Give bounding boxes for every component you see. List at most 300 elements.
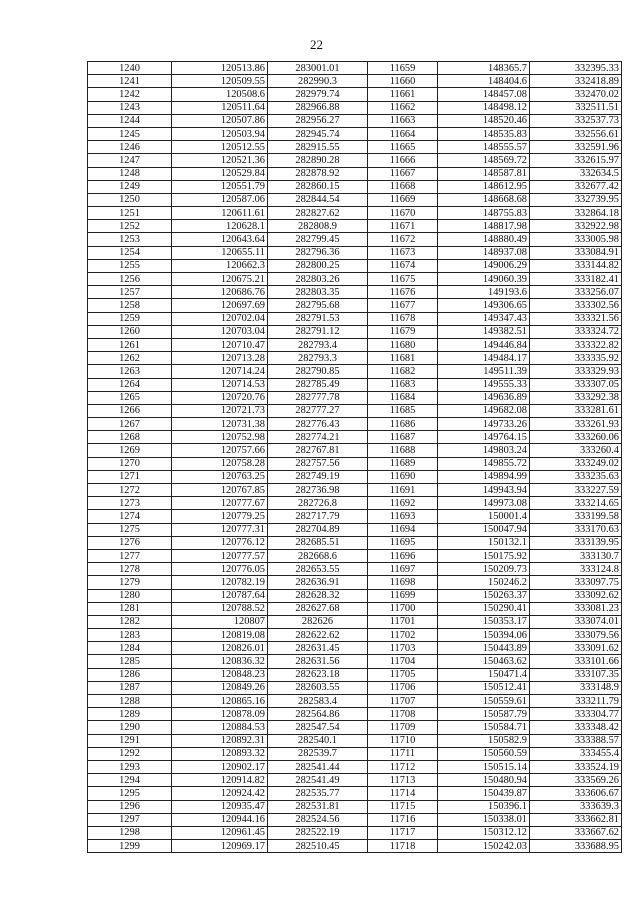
table-row xyxy=(88,668,622,681)
table-row xyxy=(88,167,622,180)
x-coordinate-left-cell: 120819.08 xyxy=(172,629,268,642)
y-coordinate-left-cell: 282799.45 xyxy=(268,233,368,246)
point-number-right-cell: 11707 xyxy=(368,695,438,708)
y-coordinate-left-cell: 282785.49 xyxy=(268,378,368,391)
y-coordinate-left-cell: 282791.12 xyxy=(268,325,368,338)
y-coordinate-left-cell: 282803.26 xyxy=(268,273,368,286)
y-coordinate-right-cell: 333107.35 xyxy=(530,668,622,681)
point-number-right-cell: 11679 xyxy=(368,325,438,338)
y-coordinate-left-cell: 282623.18 xyxy=(268,668,368,681)
y-coordinate-right-cell: 333005.98 xyxy=(530,233,622,246)
point-number-left-cell: 1252 xyxy=(88,220,172,233)
point-number-right-cell: 11668 xyxy=(368,180,438,193)
y-coordinate-left-cell: 282860.15 xyxy=(268,180,368,193)
y-coordinate-left-cell: 282915.55 xyxy=(268,141,368,154)
x-coordinate-right-cell: 150480.94 xyxy=(438,774,530,787)
point-number-right-cell: 11680 xyxy=(368,338,438,351)
point-number-right-cell: 11669 xyxy=(368,193,438,206)
table-body xyxy=(88,62,622,853)
table-row xyxy=(88,246,622,259)
y-coordinate-left-cell: 282776.43 xyxy=(268,418,368,431)
y-coordinate-left-cell: 282956.27 xyxy=(268,114,368,127)
x-coordinate-left-cell: 120884.53 xyxy=(172,721,268,734)
x-coordinate-right-cell: 148535.83 xyxy=(438,127,530,140)
x-coordinate-right-cell: 149682.08 xyxy=(438,404,530,417)
point-number-right-cell: 11708 xyxy=(368,708,438,721)
x-coordinate-left-cell: 120511.64 xyxy=(172,101,268,114)
x-coordinate-right-cell: 148365.7 xyxy=(438,62,530,75)
x-coordinate-right-cell: 149973.08 xyxy=(438,497,530,510)
point-number-right-cell: 11716 xyxy=(368,813,438,826)
y-coordinate-right-cell: 333292.38 xyxy=(530,391,622,404)
point-number-right-cell: 11689 xyxy=(368,457,438,470)
point-number-left-cell: 1293 xyxy=(88,760,172,773)
x-coordinate-left-cell: 120779.25 xyxy=(172,510,268,523)
x-coordinate-left-cell: 120702.04 xyxy=(172,312,268,325)
point-number-left-cell: 1262 xyxy=(88,352,172,365)
table-row xyxy=(88,220,622,233)
point-number-left-cell: 1299 xyxy=(88,840,172,853)
x-coordinate-right-cell: 150132.1 xyxy=(438,536,530,549)
y-coordinate-right-cell: 333662.81 xyxy=(530,813,622,826)
y-coordinate-right-cell: 332864.18 xyxy=(530,207,622,220)
x-coordinate-left-cell: 120752.98 xyxy=(172,431,268,444)
x-coordinate-right-cell: 149555.33 xyxy=(438,378,530,391)
y-coordinate-right-cell: 332634.5 xyxy=(530,167,622,180)
point-number-right-cell: 11671 xyxy=(368,220,438,233)
table-row xyxy=(88,404,622,417)
x-coordinate-right-cell: 150560.59 xyxy=(438,747,530,760)
y-coordinate-right-cell: 332615.97 xyxy=(530,154,622,167)
x-coordinate-right-cell: 149894.99 xyxy=(438,470,530,483)
x-coordinate-left-cell: 120848.23 xyxy=(172,668,268,681)
point-number-left-cell: 1254 xyxy=(88,246,172,259)
x-coordinate-left-cell: 120697.69 xyxy=(172,299,268,312)
x-coordinate-right-cell: 149306.65 xyxy=(438,299,530,312)
x-coordinate-right-cell: 149382.51 xyxy=(438,325,530,338)
point-number-right-cell: 11673 xyxy=(368,246,438,259)
point-number-left-cell: 1297 xyxy=(88,813,172,826)
y-coordinate-left-cell: 282979.74 xyxy=(268,88,368,101)
y-coordinate-left-cell: 282717.79 xyxy=(268,510,368,523)
y-coordinate-left-cell: 282583.4 xyxy=(268,695,368,708)
x-coordinate-left-cell: 120713.28 xyxy=(172,352,268,365)
point-number-left-cell: 1282 xyxy=(88,615,172,628)
y-coordinate-left-cell: 283001.01 xyxy=(268,62,368,75)
table-row xyxy=(88,233,622,246)
x-coordinate-right-cell: 149511.39 xyxy=(438,365,530,378)
point-number-left-cell: 1284 xyxy=(88,642,172,655)
point-number-left-cell: 1266 xyxy=(88,404,172,417)
point-number-right-cell: 11675 xyxy=(368,273,438,286)
x-coordinate-left-cell: 120611.61 xyxy=(172,207,268,220)
y-coordinate-right-cell: 333321.56 xyxy=(530,312,622,325)
table-row xyxy=(88,470,622,483)
table-row xyxy=(88,101,622,114)
x-coordinate-right-cell: 149060.39 xyxy=(438,273,530,286)
y-coordinate-right-cell: 333091.62 xyxy=(530,642,622,655)
x-coordinate-right-cell: 149347.43 xyxy=(438,312,530,325)
x-coordinate-right-cell: 149006.29 xyxy=(438,259,530,272)
point-number-left-cell: 1251 xyxy=(88,207,172,220)
x-coordinate-right-cell: 148404.6 xyxy=(438,75,530,88)
y-coordinate-right-cell: 333227.59 xyxy=(530,484,622,497)
y-coordinate-right-cell: 333097.75 xyxy=(530,576,622,589)
point-number-right-cell: 11715 xyxy=(368,800,438,813)
point-number-right-cell: 11711 xyxy=(368,747,438,760)
y-coordinate-left-cell: 282790.85 xyxy=(268,365,368,378)
point-number-right-cell: 11697 xyxy=(368,563,438,576)
table-row xyxy=(88,431,622,444)
y-coordinate-left-cell: 282945.74 xyxy=(268,127,368,140)
x-coordinate-right-cell: 150582.9 xyxy=(438,734,530,747)
point-number-right-cell: 11683 xyxy=(368,378,438,391)
x-coordinate-right-cell: 150559.61 xyxy=(438,695,530,708)
x-coordinate-right-cell: 148520.46 xyxy=(438,114,530,127)
y-coordinate-right-cell: 333081.23 xyxy=(530,602,622,615)
point-number-left-cell: 1267 xyxy=(88,418,172,431)
y-coordinate-right-cell: 333304.77 xyxy=(530,708,622,721)
point-number-left-cell: 1264 xyxy=(88,378,172,391)
y-coordinate-left-cell: 282791.53 xyxy=(268,312,368,325)
y-coordinate-left-cell: 282777.78 xyxy=(268,391,368,404)
table-row xyxy=(88,708,622,721)
point-number-left-cell: 1277 xyxy=(88,549,172,562)
point-number-left-cell: 1244 xyxy=(88,114,172,127)
x-coordinate-left-cell: 120902.17 xyxy=(172,760,268,773)
x-coordinate-left-cell: 120807 xyxy=(172,615,268,628)
point-number-right-cell: 11705 xyxy=(368,668,438,681)
point-number-right-cell: 11686 xyxy=(368,418,438,431)
point-number-right-cell: 11703 xyxy=(368,642,438,655)
table-row xyxy=(88,180,622,193)
point-number-left-cell: 1258 xyxy=(88,299,172,312)
point-number-left-cell: 1255 xyxy=(88,259,172,272)
y-coordinate-right-cell: 333170.63 xyxy=(530,523,622,536)
point-number-left-cell: 1257 xyxy=(88,286,172,299)
table-row xyxy=(88,655,622,668)
x-coordinate-left-cell: 120763.25 xyxy=(172,470,268,483)
y-coordinate-left-cell: 282685.51 xyxy=(268,536,368,549)
point-number-right-cell: 11694 xyxy=(368,523,438,536)
table-row xyxy=(88,642,622,655)
table-row xyxy=(88,154,622,167)
y-coordinate-right-cell: 333092.62 xyxy=(530,589,622,602)
x-coordinate-right-cell: 150209.73 xyxy=(438,563,530,576)
point-number-right-cell: 11670 xyxy=(368,207,438,220)
x-coordinate-right-cell: 148880.49 xyxy=(438,233,530,246)
point-number-left-cell: 1256 xyxy=(88,273,172,286)
y-coordinate-left-cell: 282827.62 xyxy=(268,207,368,220)
x-coordinate-right-cell: 150312.12 xyxy=(438,826,530,839)
y-coordinate-left-cell: 282535.77 xyxy=(268,787,368,800)
table-row xyxy=(88,497,622,510)
x-coordinate-left-cell: 120865.16 xyxy=(172,695,268,708)
y-coordinate-right-cell: 333302.56 xyxy=(530,299,622,312)
point-number-left-cell: 1241 xyxy=(88,75,172,88)
x-coordinate-right-cell: 149943.94 xyxy=(438,484,530,497)
table-row xyxy=(88,193,622,206)
y-coordinate-left-cell: 282627.68 xyxy=(268,602,368,615)
table-row xyxy=(88,365,622,378)
x-coordinate-right-cell: 150515.14 xyxy=(438,760,530,773)
table-row xyxy=(88,681,622,694)
y-coordinate-right-cell: 333261.93 xyxy=(530,418,622,431)
point-number-left-cell: 1287 xyxy=(88,681,172,694)
y-coordinate-left-cell: 282793.3 xyxy=(268,352,368,365)
x-coordinate-left-cell: 120655.11 xyxy=(172,246,268,259)
point-number-left-cell: 1288 xyxy=(88,695,172,708)
point-number-right-cell: 11698 xyxy=(368,576,438,589)
y-coordinate-right-cell: 332418.89 xyxy=(530,75,622,88)
y-coordinate-left-cell: 282990.3 xyxy=(268,75,368,88)
y-coordinate-right-cell: 333524.19 xyxy=(530,760,622,773)
point-number-left-cell: 1298 xyxy=(88,826,172,839)
point-number-left-cell: 1276 xyxy=(88,536,172,549)
table-row xyxy=(88,299,622,312)
point-number-right-cell: 11704 xyxy=(368,655,438,668)
point-number-left-cell: 1285 xyxy=(88,655,172,668)
x-coordinate-right-cell: 150443.89 xyxy=(438,642,530,655)
x-coordinate-left-cell: 120720.76 xyxy=(172,391,268,404)
y-coordinate-right-cell: 333214.65 xyxy=(530,497,622,510)
point-number-left-cell: 1283 xyxy=(88,629,172,642)
x-coordinate-right-cell: 150047.94 xyxy=(438,523,530,536)
point-number-left-cell: 1270 xyxy=(88,457,172,470)
x-coordinate-right-cell: 150396.1 xyxy=(438,800,530,813)
point-number-right-cell: 11681 xyxy=(368,352,438,365)
table-row xyxy=(88,127,622,140)
y-coordinate-right-cell: 333260.06 xyxy=(530,431,622,444)
point-number-left-cell: 1245 xyxy=(88,127,172,140)
table-row xyxy=(88,721,622,734)
point-number-left-cell: 1249 xyxy=(88,180,172,193)
y-coordinate-right-cell: 333329.93 xyxy=(530,365,622,378)
x-coordinate-left-cell: 120507.86 xyxy=(172,114,268,127)
point-number-left-cell: 1274 xyxy=(88,510,172,523)
x-coordinate-left-cell: 120961.45 xyxy=(172,826,268,839)
table-row xyxy=(88,114,622,127)
x-coordinate-right-cell: 150246.2 xyxy=(438,576,530,589)
y-coordinate-right-cell: 333667.62 xyxy=(530,826,622,839)
x-coordinate-right-cell: 149733.26 xyxy=(438,418,530,431)
table-row xyxy=(88,141,622,154)
point-number-left-cell: 1295 xyxy=(88,787,172,800)
table-row xyxy=(88,457,622,470)
table-row xyxy=(88,826,622,839)
y-coordinate-left-cell: 282793.4 xyxy=(268,338,368,351)
point-number-right-cell: 11714 xyxy=(368,787,438,800)
table-row xyxy=(88,75,622,88)
y-coordinate-left-cell: 282531.81 xyxy=(268,800,368,813)
y-coordinate-left-cell: 282890.28 xyxy=(268,154,368,167)
point-number-right-cell: 11665 xyxy=(368,141,438,154)
y-coordinate-right-cell: 333130.7 xyxy=(530,549,622,562)
table-row xyxy=(88,510,622,523)
x-coordinate-left-cell: 120914.82 xyxy=(172,774,268,787)
y-coordinate-right-cell: 332739.95 xyxy=(530,193,622,206)
table-row xyxy=(88,378,622,391)
x-coordinate-right-cell: 150175.92 xyxy=(438,549,530,562)
x-coordinate-right-cell: 150290.41 xyxy=(438,602,530,615)
point-number-right-cell: 11674 xyxy=(368,259,438,272)
y-coordinate-right-cell: 333084.91 xyxy=(530,246,622,259)
y-coordinate-right-cell: 332591.96 xyxy=(530,141,622,154)
point-number-left-cell: 1292 xyxy=(88,747,172,760)
x-coordinate-left-cell: 120777.31 xyxy=(172,523,268,536)
point-number-left-cell: 1291 xyxy=(88,734,172,747)
table-row xyxy=(88,602,622,615)
x-coordinate-left-cell: 120503.94 xyxy=(172,127,268,140)
x-coordinate-left-cell: 120836.32 xyxy=(172,655,268,668)
x-coordinate-left-cell: 120849.26 xyxy=(172,681,268,694)
point-number-right-cell: 11718 xyxy=(368,840,438,853)
y-coordinate-left-cell: 282631.56 xyxy=(268,655,368,668)
point-number-right-cell: 11700 xyxy=(368,602,438,615)
y-coordinate-left-cell: 282844.54 xyxy=(268,193,368,206)
page-number: 22 xyxy=(310,37,323,52)
table-row xyxy=(88,576,622,589)
y-coordinate-left-cell: 282774.21 xyxy=(268,431,368,444)
point-number-right-cell: 11662 xyxy=(368,101,438,114)
y-coordinate-right-cell: 333144.82 xyxy=(530,259,622,272)
y-coordinate-left-cell: 282736.98 xyxy=(268,484,368,497)
table-row xyxy=(88,589,622,602)
y-coordinate-right-cell: 333182.41 xyxy=(530,273,622,286)
x-coordinate-right-cell: 150001.4 xyxy=(438,510,530,523)
point-number-left-cell: 1278 xyxy=(88,563,172,576)
point-number-left-cell: 1246 xyxy=(88,141,172,154)
point-number-right-cell: 11706 xyxy=(368,681,438,694)
table-row xyxy=(88,273,622,286)
table-row xyxy=(88,312,622,325)
x-coordinate-right-cell: 150512.41 xyxy=(438,681,530,694)
point-number-left-cell: 1272 xyxy=(88,484,172,497)
table-row xyxy=(88,787,622,800)
x-coordinate-left-cell: 120675.21 xyxy=(172,273,268,286)
x-coordinate-right-cell: 150242.03 xyxy=(438,840,530,853)
point-number-right-cell: 11672 xyxy=(368,233,438,246)
y-coordinate-left-cell: 282547.54 xyxy=(268,721,368,734)
table-row xyxy=(88,840,622,853)
y-coordinate-left-cell: 282777.27 xyxy=(268,404,368,417)
y-coordinate-right-cell: 333569.26 xyxy=(530,774,622,787)
y-coordinate-right-cell: 333101.66 xyxy=(530,655,622,668)
y-coordinate-right-cell: 333139.95 xyxy=(530,536,622,549)
x-coordinate-left-cell: 120551.79 xyxy=(172,180,268,193)
table-row xyxy=(88,536,622,549)
y-coordinate-right-cell: 333688.95 xyxy=(530,840,622,853)
point-number-left-cell: 1263 xyxy=(88,365,172,378)
y-coordinate-left-cell: 282749.19 xyxy=(268,470,368,483)
x-coordinate-right-cell: 149636.89 xyxy=(438,391,530,404)
y-coordinate-right-cell: 333281.61 xyxy=(530,404,622,417)
point-number-right-cell: 11712 xyxy=(368,760,438,773)
table-row xyxy=(88,325,622,338)
point-number-right-cell: 11684 xyxy=(368,391,438,404)
y-coordinate-left-cell: 282878.92 xyxy=(268,167,368,180)
x-coordinate-right-cell: 148498.12 xyxy=(438,101,530,114)
x-coordinate-left-cell: 120944.16 xyxy=(172,813,268,826)
y-coordinate-right-cell: 332556.61 xyxy=(530,127,622,140)
point-number-right-cell: 11693 xyxy=(368,510,438,523)
table-row xyxy=(88,800,622,813)
x-coordinate-right-cell: 149764.15 xyxy=(438,431,530,444)
table-row xyxy=(88,747,622,760)
point-number-right-cell: 11666 xyxy=(368,154,438,167)
x-coordinate-left-cell: 120757.66 xyxy=(172,444,268,457)
y-coordinate-left-cell: 282540.1 xyxy=(268,734,368,747)
x-coordinate-right-cell: 149855.72 xyxy=(438,457,530,470)
x-coordinate-left-cell: 120878.09 xyxy=(172,708,268,721)
y-coordinate-left-cell: 282704.89 xyxy=(268,523,368,536)
x-coordinate-right-cell: 150587.79 xyxy=(438,708,530,721)
y-coordinate-right-cell: 333455.4 xyxy=(530,747,622,760)
x-coordinate-left-cell: 120710.47 xyxy=(172,338,268,351)
x-coordinate-left-cell: 120892.31 xyxy=(172,734,268,747)
x-coordinate-left-cell: 120686.76 xyxy=(172,286,268,299)
point-number-left-cell: 1296 xyxy=(88,800,172,813)
x-coordinate-left-cell: 120924.42 xyxy=(172,787,268,800)
y-coordinate-right-cell: 332470.02 xyxy=(530,88,622,101)
point-number-left-cell: 1279 xyxy=(88,576,172,589)
x-coordinate-left-cell: 120782.19 xyxy=(172,576,268,589)
point-number-right-cell: 11678 xyxy=(368,312,438,325)
x-coordinate-left-cell: 120969.17 xyxy=(172,840,268,853)
y-coordinate-left-cell: 282636.91 xyxy=(268,576,368,589)
y-coordinate-right-cell: 333211.79 xyxy=(530,695,622,708)
point-number-right-cell: 11709 xyxy=(368,721,438,734)
y-coordinate-left-cell: 282795.68 xyxy=(268,299,368,312)
point-number-left-cell: 1242 xyxy=(88,88,172,101)
x-coordinate-left-cell: 120935.47 xyxy=(172,800,268,813)
x-coordinate-left-cell: 120777.67 xyxy=(172,497,268,510)
y-coordinate-right-cell: 333260.4 xyxy=(530,444,622,457)
y-coordinate-right-cell: 333388.57 xyxy=(530,734,622,747)
x-coordinate-right-cell: 150439.87 xyxy=(438,787,530,800)
point-number-left-cell: 1275 xyxy=(88,523,172,536)
x-coordinate-right-cell: 148587.81 xyxy=(438,167,530,180)
y-coordinate-left-cell: 282653.55 xyxy=(268,563,368,576)
point-number-right-cell: 11660 xyxy=(368,75,438,88)
table-row xyxy=(88,563,622,576)
x-coordinate-right-cell: 150338.01 xyxy=(438,813,530,826)
y-coordinate-right-cell: 333307.05 xyxy=(530,378,622,391)
table-row xyxy=(88,523,622,536)
table-row xyxy=(88,760,622,773)
point-number-right-cell: 11695 xyxy=(368,536,438,549)
y-coordinate-right-cell: 333199.58 xyxy=(530,510,622,523)
point-number-left-cell: 1289 xyxy=(88,708,172,721)
x-coordinate-right-cell: 148755.83 xyxy=(438,207,530,220)
y-coordinate-right-cell: 333335.92 xyxy=(530,352,622,365)
point-number-left-cell: 1243 xyxy=(88,101,172,114)
point-number-left-cell: 1247 xyxy=(88,154,172,167)
point-number-right-cell: 11690 xyxy=(368,470,438,483)
point-number-left-cell: 1253 xyxy=(88,233,172,246)
table-row xyxy=(88,88,622,101)
table-row xyxy=(88,549,622,562)
x-coordinate-left-cell: 120521.36 xyxy=(172,154,268,167)
table-row xyxy=(88,734,622,747)
x-coordinate-right-cell: 150394.06 xyxy=(438,629,530,642)
point-number-right-cell: 11687 xyxy=(368,431,438,444)
x-coordinate-left-cell: 120509.55 xyxy=(172,75,268,88)
point-number-left-cell: 1286 xyxy=(88,668,172,681)
table-row xyxy=(88,207,622,220)
x-coordinate-right-cell: 150463.62 xyxy=(438,655,530,668)
point-number-left-cell: 1271 xyxy=(88,470,172,483)
